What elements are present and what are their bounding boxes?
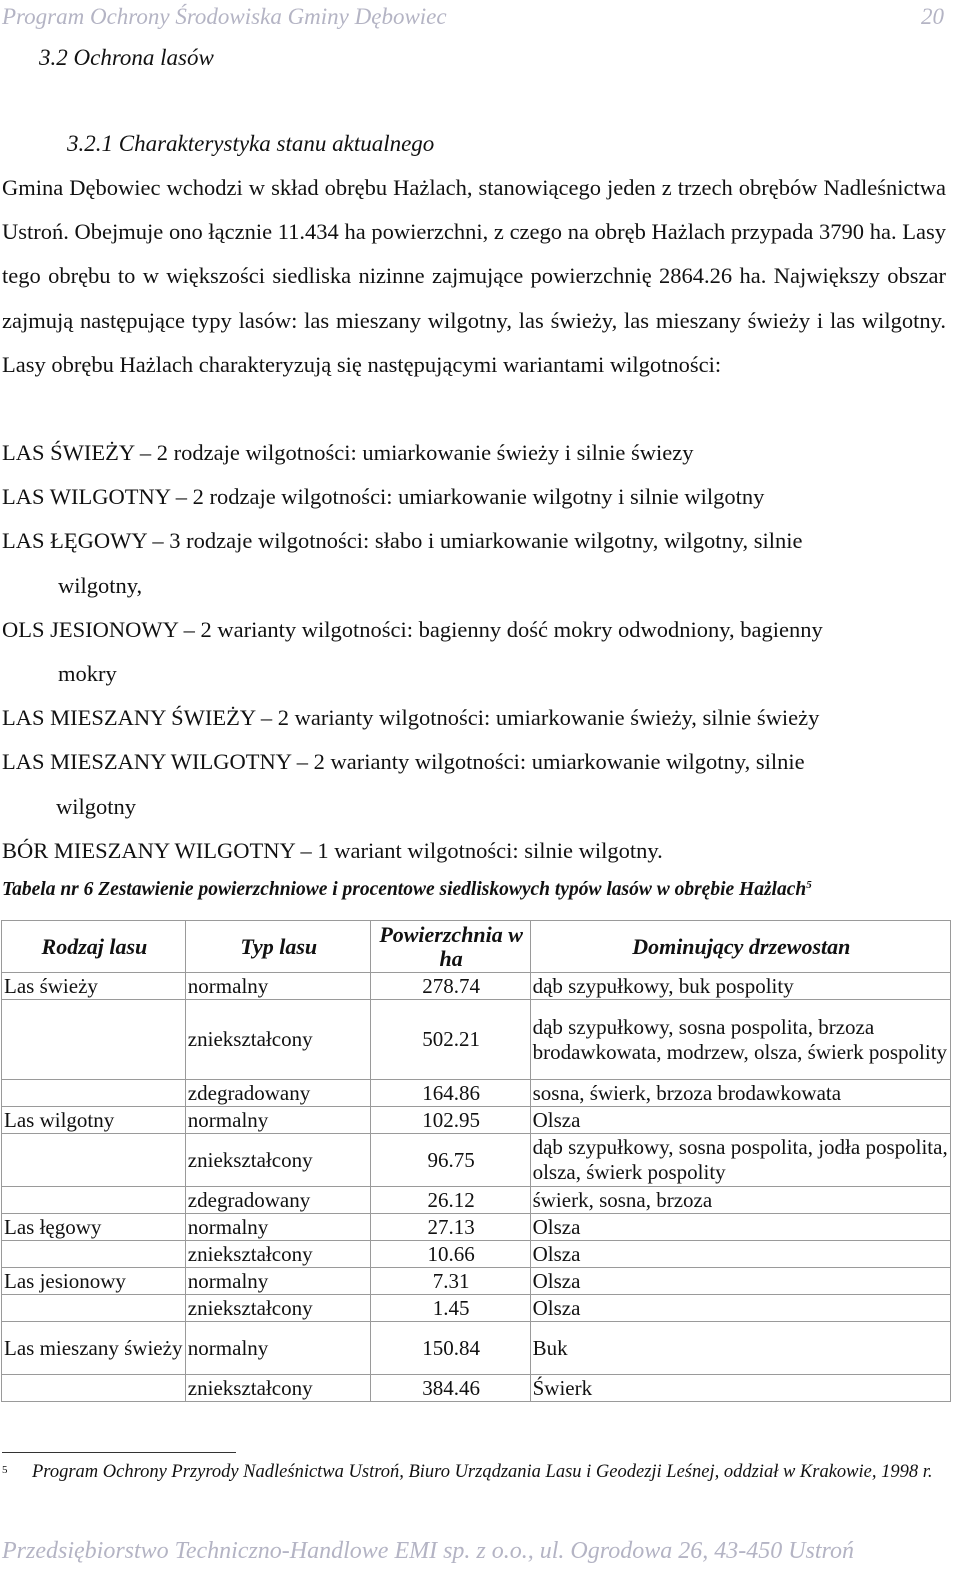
cell-forest-kind [2, 1295, 186, 1322]
page-number: 20 [921, 4, 944, 29]
table-row [2, 1080, 951, 1107]
cell-forest-kind [2, 1241, 186, 1268]
list-item: LAS MIESZANY WILGOTNY – 2 warianty wilgotności: umiarkowanie wilgotny, silnie [2, 749, 805, 775]
column-header: Typ lasu [185, 921, 370, 973]
cell-area: 1.45 [370, 1295, 530, 1322]
column-header: Rodzaj lasu [2, 921, 186, 973]
list-item-continuation: mokry [58, 661, 117, 687]
intro-paragraph [2, 166, 946, 387]
table-row [2, 1000, 951, 1080]
cell-dominant-stand: Olsza [530, 1214, 950, 1241]
cell-forest-type: zdegradowany [185, 1080, 370, 1107]
cell-dominant-stand: świerk, sosna, brzoza [530, 1187, 950, 1214]
cell-dominant-stand: dąb szypułkowy, sosna pospolita, brzoza brodawkowata, modrzew, olsza, świerk pospolity [530, 1000, 950, 1080]
table-row [2, 1187, 951, 1214]
table-row [2, 1241, 951, 1268]
table-row [2, 1134, 951, 1187]
list-item: LAS MIESZANY ŚWIEŻY – 2 warianty wilgotności: umiarkowanie świeży, silnie świeży [2, 705, 820, 731]
paragraph-text: Gmina Dębowiec wchodzi w skład obrębu Hażlach, stanowiącego jeden z trzech obrębów Nadleśnictwa Ustroń. Obejmuje ono łącznie 11.434 ha powierzchni, z czego na obręb Hażlach przypada 3790 ha. Lasy tego obrębu to w większości siedliska nizinne zajmujące powierzchnię 2864.26 ha. Największy obszar zajmują następujące typy lasów: las mieszany wilgotny, las świeży, las mieszany świeży i las wilgotny. Lasy obrębu Hażlach charakteryzują się następującymi wariantami wilgotności: [2, 175, 946, 377]
table-row [2, 1107, 951, 1134]
cell-area: 502.21 [370, 1000, 530, 1080]
caption-text: Tabela nr 6 Zestawienie powierzchniowe i procentowe siedliskowych typów lasów w obrębie Hażlach [2, 879, 807, 900]
cell-dominant-stand: dąb szypułkowy, sosna pospolita, jodła pospolita, olsza, świerk pospolity [530, 1134, 950, 1187]
list-item: LAS ŁĘGOWY – 3 rodzaje wilgotności: słabo i umiarkowanie wilgotny, wilgotny, silnie [2, 528, 803, 554]
cell-area: 26.12 [370, 1187, 530, 1214]
cell-area: 7.31 [370, 1268, 530, 1295]
cell-forest-type: normalny [185, 973, 370, 1000]
list-item: LAS WILGOTNY – 2 rodzaje wilgotności: umiarkowanie wilgotny i silnie wilgotny [2, 484, 765, 510]
cell-dominant-stand: Świerk [530, 1375, 950, 1402]
cell-forest-type: zdegradowany [185, 1187, 370, 1214]
cell-forest-kind: Las jesionowy [2, 1268, 186, 1295]
table-caption [2, 879, 946, 901]
cell-forest-kind: Las mieszany świeży [2, 1322, 186, 1375]
cell-forest-type: normalny [185, 1322, 370, 1375]
page-header [2, 4, 944, 34]
column-header: Dominujący drzewostan [530, 921, 950, 973]
cell-area: 278.74 [370, 973, 530, 1000]
cell-forest-kind: Las łęgowy [2, 1214, 186, 1241]
cell-forest-type: zniekształcony [185, 1241, 370, 1268]
list-item: BÓR MIESZANY WILGOTNY – 1 wariant wilgotności: silnie wilgotny. [2, 837, 663, 863]
table-row [2, 1214, 951, 1241]
cell-dominant-stand: Olsza [530, 1241, 950, 1268]
cell-forest-type: normalny [185, 1214, 370, 1241]
cell-forest-kind: Las wilgotny [2, 1107, 186, 1134]
cell-forest-kind [2, 1134, 186, 1187]
list-item: LAS ŚWIEŻY – 2 rodzaje wilgotności: umiarkowanie świeży i silnie świezy [2, 440, 694, 465]
moisture-variants-list [2, 431, 946, 873]
cell-dominant-stand: dąb szypułkowy, buk pospolity [530, 973, 950, 1000]
cell-dominant-stand: Olsza [530, 1107, 950, 1134]
cell-forest-type: zniekształcony [185, 1375, 370, 1402]
cell-area: 27.13 [370, 1214, 530, 1241]
footnote-reference: 5 [806, 879, 812, 891]
table-header-row [2, 921, 951, 973]
list-item: OLS JESIONOWY – 2 warianty wilgotności: bagienny dość mokry odwodniony, bagienny [2, 616, 823, 642]
subsection-heading: 3.2.1 Charakterystyka stanu aktualnego [67, 131, 435, 156]
cell-forest-type: normalny [185, 1107, 370, 1134]
cell-dominant-stand: sosna, świerk, brzoza brodawkowata [530, 1080, 950, 1107]
table-row [2, 1268, 951, 1295]
footnote-mark: 5 [2, 1464, 8, 1476]
footnote-text: Program Ochrony Przyrody Nadleśnictwa Ustroń, Biuro Urządzania Lasu i Geodezji Leśnej, oddział w Krakowie, 1998 r. [32, 1462, 933, 1482]
forest-types-table [1, 920, 951, 1402]
cell-area: 10.66 [370, 1241, 530, 1268]
cell-area: 384.46 [370, 1375, 530, 1402]
cell-forest-kind: Las świeży [2, 973, 186, 1000]
cell-forest-type: zniekształcony [185, 1295, 370, 1322]
table-row [2, 973, 951, 1000]
table-row [2, 1375, 951, 1402]
document-title: Program Ochrony Środowiska Gminy Dębowiec [2, 4, 447, 29]
section-heading: 3.2 Ochrona lasów [39, 45, 214, 70]
cell-forest-type: zniekształcony [185, 1000, 370, 1080]
footnote-separator [2, 1452, 236, 1453]
cell-forest-type: normalny [185, 1268, 370, 1295]
page-footer: Przedsiębiorstwo Techniczno-Handlowe EMI sp. z o.o., ul. Ogrodowa 26, 43-450 Ustroń [2, 1538, 854, 1564]
cell-area: 164.86 [370, 1080, 530, 1107]
cell-dominant-stand: Olsza [530, 1268, 950, 1295]
cell-forest-kind [2, 1080, 186, 1107]
table-row [2, 1295, 951, 1322]
list-item-continuation: wilgotny [56, 793, 137, 819]
column-header: Powierzchnia w ha [370, 921, 530, 973]
cell-area: 102.95 [370, 1107, 530, 1134]
cell-forest-kind [2, 1375, 186, 1402]
cell-area: 150.84 [370, 1322, 530, 1375]
cell-forest-kind [2, 1187, 186, 1214]
cell-forest-kind [2, 1000, 186, 1080]
table-row [2, 1322, 951, 1375]
cell-forest-type: zniekształcony [185, 1134, 370, 1187]
cell-area: 96.75 [370, 1134, 530, 1187]
list-item-continuation: wilgotny, [58, 572, 143, 598]
cell-dominant-stand: Buk [530, 1322, 950, 1375]
cell-dominant-stand: Olsza [530, 1295, 950, 1322]
